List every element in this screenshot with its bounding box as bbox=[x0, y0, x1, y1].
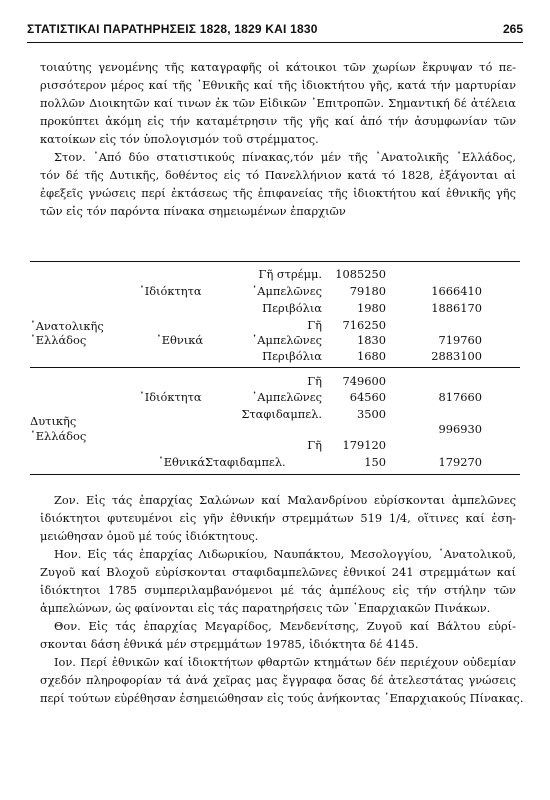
page-number: 265 bbox=[502, 22, 523, 36]
area-value: 3500 bbox=[357, 407, 386, 421]
subtotal-value: 1886170 bbox=[431, 301, 482, 315]
text-line: ἰδιόκτητοι 1785 συμπεριλαμβανόμενοι μέ τάς ἀμπέλους εἰς τήν στήλην τῶν bbox=[40, 583, 516, 597]
land-kind: Σταφιδαμπελ. bbox=[205, 455, 286, 469]
note-ion bbox=[40, 653, 524, 707]
region-label-west: ᾿Ελλάδος bbox=[30, 429, 87, 443]
text-line: Στον. ᾿Από δύο στατιστικούς πίνακας,τόν μέν τῆς ᾿Ανατολικῆς ᾿Ελλάδος, bbox=[54, 150, 516, 164]
subtotal-value: 817660 bbox=[438, 390, 482, 404]
area-value: 749600 bbox=[342, 374, 386, 388]
land-kind: Γῆ bbox=[307, 374, 322, 388]
region-label-east: ᾿Ανατολικῆς bbox=[30, 319, 104, 333]
land-kind: Γῆ στρέμμ. bbox=[258, 267, 322, 281]
area-value: 1980 bbox=[357, 301, 386, 315]
area-value: 1830 bbox=[357, 333, 386, 347]
area-value: 179120 bbox=[342, 438, 386, 452]
text-line: ἰδιόκτητοι φυτευμένοι εἰς γῆν ἐθνικήν στρεμμάτων 519 1/4, οἵτινες καί ἐση- bbox=[40, 511, 516, 525]
notes-text bbox=[40, 491, 524, 707]
text-line: περί τούτων εὑρέθησαν ἐσημειώθησαν εἰς τούς ἀνήκοντας ᾿Επαρχιακούς Πίνακας. bbox=[40, 691, 524, 705]
land-kind: Περιβόλια bbox=[262, 301, 322, 315]
text-line: Ζον. Εἰς τάς ἐπαρχίας Σαλώνων καί Μαλανδρίνου εὑρίσκονται ἀμπελῶνες bbox=[54, 493, 516, 507]
text-line: σχεδόν πληροφορίαν τά ἀνά χεῖρας μας ἔγγραφα ὅσας δέ ἀτελεστάτας γνώσεις bbox=[40, 673, 516, 687]
page-header bbox=[27, 22, 523, 40]
running-head: ΣΤΑΤΙΣΤΙΚΑΙ ΠΑΡΑΤΗΡΗΣΕΙΣ 1828, 1829 ΚΑΙ 1830 bbox=[27, 22, 318, 36]
land-kind: Γῆ bbox=[307, 318, 322, 332]
region-label-west: Δυτικῆς bbox=[30, 414, 77, 428]
intro-paragraph-1 bbox=[40, 58, 516, 148]
land-kind: ᾿Αμπελῶνες bbox=[251, 284, 322, 298]
text-line: τόν δέ τῆς Δυτικῆς, δοθέντος εἰς τό Πανελλήνιον κατά τό 1828, ἐξάγονται αἱ bbox=[40, 168, 516, 182]
area-value: 64560 bbox=[349, 390, 386, 404]
header-rule bbox=[27, 42, 523, 43]
land-kind: ᾿Αμπελῶνες bbox=[251, 390, 322, 404]
area-value: 1680 bbox=[357, 349, 386, 363]
text-line: Ιον. Περί ἐθνικῶν καί ἰδιοκτήτων φθαρτῶν κτημάτων δέν περιέχουν οὐδεμίαν bbox=[54, 655, 516, 669]
text-line: ἐφεξεῖς γνώσεις περί ἐκτάσεως τῆς ἐπιφανείας τῆς ἰδιοκτήτου καί ἐθνικῆς γῆς bbox=[40, 186, 516, 200]
text-line: σκονται δάση ἐθνικά μέν στρεμμάτων 19785, ἰδιόκτητα δέ 4145. bbox=[40, 637, 419, 651]
table-group-rule bbox=[30, 367, 520, 368]
intro-text bbox=[40, 58, 516, 220]
owner-label: ᾿Ιδιόκτητα bbox=[139, 284, 202, 298]
land-kind: ᾿Αμπελῶνες bbox=[251, 333, 322, 347]
text-line: προκύπτει ἀκόμη εἰς τήν καταμέτρησιν τῆς γῆς καί ἀπό τήν ἀσυμφωνίαν τῶν bbox=[40, 114, 516, 128]
text-line: ἀμπελώνων, ὡς φαίνονται εἰς τάς παρατηρήσεις τῶν ᾿Επαρχιακῶν Πινάκων. bbox=[40, 601, 491, 615]
subtotal-value: 719760 bbox=[438, 333, 482, 347]
subtotal-value: 1666410 bbox=[431, 284, 482, 298]
text-line: Θον. Εἰς τάς ἐπαρχίας Μεγαρίδος, Μενδενίτσης, Ζυγοῦ καί Βάλτου εὑρί- bbox=[54, 619, 516, 633]
text-line: κατοίκων εἰς τόν ὑπολογισμόν τοῦ στρέμματος. bbox=[40, 132, 319, 146]
subtotal-value: 996930 bbox=[438, 422, 482, 436]
text-line: Ηον. Εἰς τάς ἐπαρχίας Λιδωρικίου, Ναυπάκτου, Μεσολογγίου, ᾿Ανατολικοῦ, bbox=[54, 547, 516, 561]
intro-paragraph-2 bbox=[40, 148, 516, 220]
text-line: ρισσότερον μέρος καί τῆς ᾿Εθνικῆς καί τῆς ἰδιοκτήτου γῆς, κατά τήν μαρτυρίαν bbox=[40, 78, 516, 92]
area-value: 79180 bbox=[349, 284, 386, 298]
text-line: μειώθησαν ὁμοῦ μέ τούς ἰδιόκτητους. bbox=[40, 529, 259, 543]
text-line: πολλῶν Διοικητῶν καί τινων ἐκ τῶν Εἰδικῶν ᾿Επιτροπῶν. Σημαντική δέ ἀτέλεια bbox=[40, 96, 516, 110]
area-value: 1085250 bbox=[335, 267, 386, 281]
land-kind: Γῆ bbox=[307, 438, 322, 452]
text-line: τῶν εἰς τόν παρόντα πίνακα σημειωμένων ἐπαρχιῶν bbox=[40, 204, 346, 218]
text-line: τοιαύτης γενομένης τῆς καταγραφῆς οἱ κάτοικοι τῶν χωρίων ἔκρυψαν τό πε- bbox=[40, 60, 516, 74]
note-hon bbox=[40, 545, 516, 617]
text-line: Ζυγοῦ καί Βλοχοῦ εὑρίσκονται σταφιδαμπελῶνες ἐθνικοί 241 στρεμμάτων καί bbox=[40, 565, 516, 579]
area-value: 150 bbox=[364, 455, 386, 469]
note-zon bbox=[40, 491, 516, 545]
table-top-rule bbox=[30, 261, 520, 262]
region-label-east: ᾿Ελλάδος bbox=[30, 333, 87, 347]
owner-label: ᾿Εθνικά bbox=[158, 455, 206, 469]
subtotal-value: 2883100 bbox=[431, 349, 482, 363]
note-thon bbox=[40, 617, 516, 653]
area-value: 716250 bbox=[342, 318, 386, 332]
land-kind: Περιβόλια bbox=[262, 349, 322, 363]
table-bottom-rule bbox=[30, 474, 520, 475]
subtotal-value: 179270 bbox=[438, 455, 482, 469]
owner-label: ᾿Ιδιόκτητα bbox=[139, 390, 202, 404]
land-kind: Σταφιδαμπελ. bbox=[241, 407, 322, 421]
owner-label: ᾿Εθνικά bbox=[156, 333, 204, 347]
